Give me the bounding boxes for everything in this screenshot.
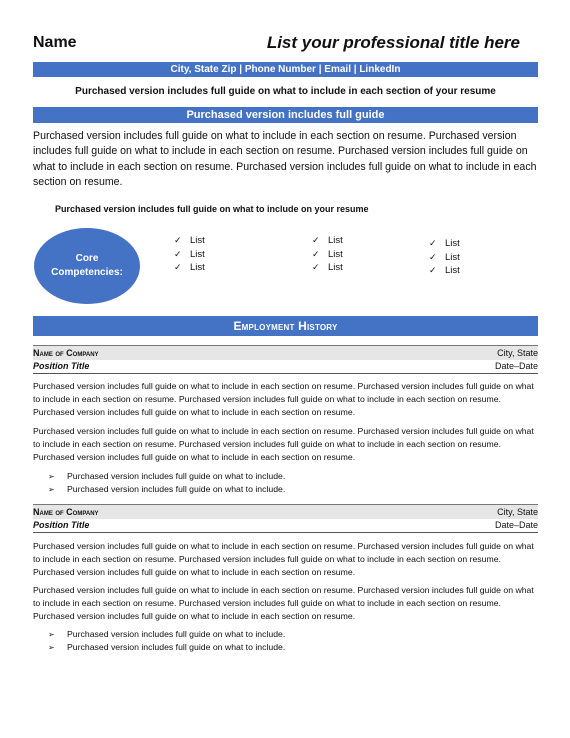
job-description: Purchased version includes full guide on what to include in each section on resume. Purchased version includes full guide on what to include in each section on resume. Purchased version includes full guide on what to include in each section on resume. Purchased version includes full guide on what to include in each section on resume. xyxy=(33,541,534,577)
professional-title: List your professional title here xyxy=(266,33,520,52)
competencies-heading: Purchased version includes full guide on what to include on your resume xyxy=(55,204,369,214)
competency-item: ✓ List xyxy=(174,248,205,260)
company-row xyxy=(33,345,538,360)
bullet-item: ➢ Purchased version includes full guide on what to include. xyxy=(48,483,285,496)
competency-item: ✓ List xyxy=(174,235,205,246)
checkmark-icon: ✓ xyxy=(174,262,182,272)
employment-heading: Employment History xyxy=(33,316,538,336)
competency-item: ✓ List xyxy=(312,235,343,246)
position-row xyxy=(33,519,538,533)
competency-item: ✓ List xyxy=(429,265,460,276)
competency-item: ✓ List xyxy=(312,248,343,260)
company-name: Name of Company xyxy=(33,348,99,358)
checkmark-icon: ✓ xyxy=(429,251,437,262)
competency-column-3 xyxy=(429,237,460,278)
checkmark-icon: ✓ xyxy=(429,238,437,248)
competency-item: ✓ List xyxy=(429,238,460,249)
arrow-bullet-icon: ➢ xyxy=(48,643,55,653)
position-row xyxy=(33,360,538,374)
job-entry-header xyxy=(33,504,538,533)
contact-bar: City, State Zip | Phone Number | Email | LinkedIn xyxy=(33,62,538,77)
summary-heading: Purchased version includes full guide xyxy=(33,107,538,123)
arrow-bullet-icon: ➢ xyxy=(48,472,55,481)
job-bullets xyxy=(48,470,285,497)
job-description: Purchased version includes full guide on what to include in each section on resume. Purchased version includes full guide on what to include in each section on resume. Purchased version includes full guide on what to include in each section on resume. Purchased version includes full guide on what to include in each section on resume. xyxy=(33,426,534,462)
checkmark-icon: ✓ xyxy=(174,248,182,259)
bullet-item: ➢ Purchased version includes full guide on what to include. xyxy=(48,628,285,641)
checkmark-icon: ✓ xyxy=(312,262,320,272)
job-location: City, State xyxy=(497,348,538,358)
checkmark-icon: ✓ xyxy=(174,235,182,245)
core-competencies-label: Core Competencies: xyxy=(51,253,123,278)
job-description: Purchased version includes full guide on what to include in each section on resume. Purchased version includes full guide on what to include in each section on resume. Purchased version includes full guide on what to include in each section on resume. Purchased version includes full guide on what to include in each section on resume. xyxy=(33,585,534,621)
checkmark-icon: ✓ xyxy=(312,248,320,259)
bullet-item: ➢ Purchased version includes full guide on what to include. xyxy=(48,470,285,483)
competency-item: ✓ List xyxy=(312,262,343,273)
company-row xyxy=(33,504,538,519)
core-competencies-badge xyxy=(34,228,140,304)
bullet-item: ➢ Purchased version includes full guide on what to include. xyxy=(48,641,285,654)
job-bullets xyxy=(48,628,285,655)
summary-text: Purchased version includes full guide on what to include in each section on resume. Purchased version includes full guide on what to include in each section on resume. Purchased version includes full guide on what to include in each section on resume. Purchased version includes full guide on what to include in each section on resume. xyxy=(33,130,537,189)
arrow-bullet-icon: ➢ xyxy=(48,630,55,639)
job-location: City, State xyxy=(497,507,538,517)
resume-name: Name xyxy=(33,34,77,51)
job-description: Purchased version includes full guide on what to include in each section on resume. Purchased version includes full guide on what to include in each section on resume. Purchased version includes full guide on what to include in each section on resume. Purchased version includes full guide on what to include in each section on resume. xyxy=(33,381,534,417)
job-entry-header xyxy=(33,345,538,374)
competency-item: ✓ List xyxy=(429,251,460,263)
competency-column-2 xyxy=(312,234,343,275)
checkmark-icon: ✓ xyxy=(429,265,437,275)
position-title: Position Title xyxy=(33,520,90,530)
arrow-bullet-icon: ➢ xyxy=(48,485,55,495)
company-name: Name of Company xyxy=(33,507,99,517)
checkmark-icon: ✓ xyxy=(312,235,320,245)
competency-item: ✓ List xyxy=(174,262,205,273)
position-title: Position Title xyxy=(33,361,90,371)
job-dates: Date–Date xyxy=(494,520,538,530)
competency-column-1 xyxy=(174,234,205,275)
resume-headline: Purchased version includes full guide on what to include in each section of your resume xyxy=(75,86,496,97)
job-dates: Date–Date xyxy=(494,361,538,371)
